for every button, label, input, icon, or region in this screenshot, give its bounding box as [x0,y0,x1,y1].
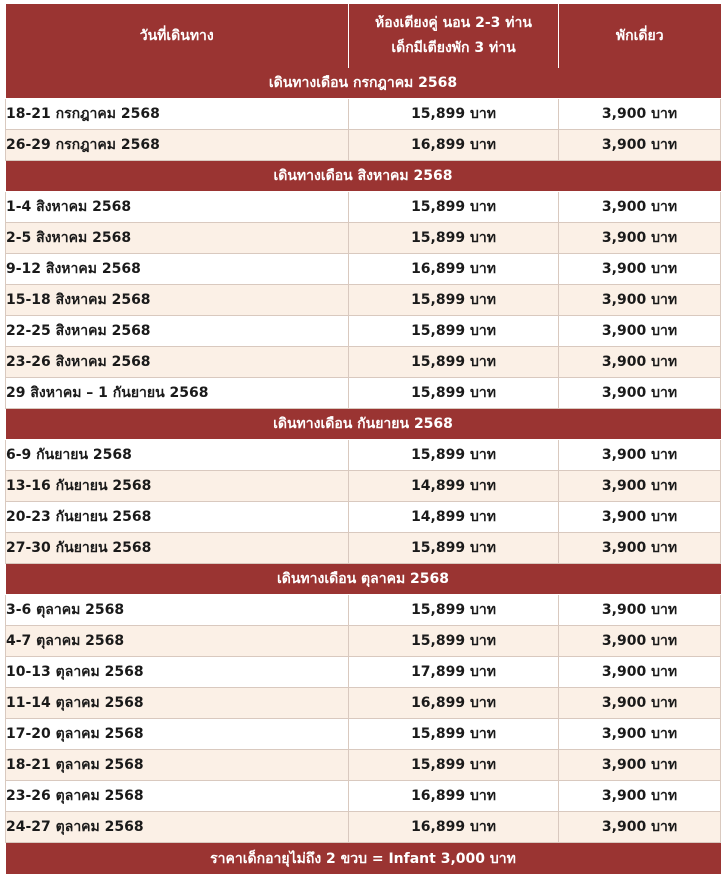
single-supplement-cell: 3,900 บาท [559,316,721,347]
single-supplement-cell: 3,900 บาท [559,254,721,285]
header-twin-line2: เด็กมีเตียงพัก 3 ท่าน [391,40,516,56]
twin-price-cell: 15,899 บาท [349,595,559,626]
twin-price-cell: 15,899 บาท [349,626,559,657]
table-row [6,471,721,502]
table-row [6,223,721,254]
month-section-title: เดินทางเดือน กันยายน 2568 [6,409,721,440]
travel-date-cell: 24-27 ตุลาคม 2568 [6,812,349,843]
month-section-row [6,409,721,440]
travel-date-cell: 15-18 สิงหาคม 2568 [6,285,349,316]
twin-price-cell: 15,899 บาท [349,316,559,347]
month-section-row [6,161,721,192]
travel-date-cell: 17-20 ตุลาคม 2568 [6,719,349,750]
travel-date-cell: 2-5 สิงหาคม 2568 [6,223,349,254]
single-supplement-cell: 3,900 บาท [559,688,721,719]
travel-date-cell: 18-21 กรกฎาคม 2568 [6,99,349,130]
month-section-row [6,564,721,595]
single-supplement-cell: 3,900 บาท [559,285,721,316]
table-row [6,688,721,719]
table-row [6,595,721,626]
travel-date-cell: 23-26 สิงหาคม 2568 [6,347,349,378]
twin-price-cell: 15,899 บาท [349,719,559,750]
table-row [6,347,721,378]
travel-date-cell: 9-12 สิงหาคม 2568 [6,254,349,285]
twin-price-cell: 16,899 บาท [349,688,559,719]
table-row [6,440,721,471]
twin-price-cell: 15,899 บาท [349,99,559,130]
twin-price-cell: 16,899 บาท [349,781,559,812]
twin-price-cell: 16,899 บาท [349,130,559,161]
table-row [6,502,721,533]
twin-price-cell: 16,899 บาท [349,812,559,843]
twin-price-cell: 15,899 บาท [349,223,559,254]
table-header [6,4,721,68]
single-supplement-cell: 3,900 บาท [559,99,721,130]
table-row [6,812,721,843]
travel-date-cell: 6-9 กันยายน 2568 [6,440,349,471]
twin-price-cell: 14,899 บาท [349,502,559,533]
month-section-title: เดินทางเดือน ตุลาคม 2568 [6,564,721,595]
single-supplement-cell: 3,900 บาท [559,502,721,533]
header-date: วันที่เดินทาง [6,4,349,68]
table-row [6,781,721,812]
travel-date-cell: 1-4 สิงหาคม 2568 [6,192,349,223]
table-body [6,68,721,843]
single-supplement-cell: 3,900 บาท [559,781,721,812]
single-supplement-cell: 3,900 บาท [559,750,721,781]
table-row [6,657,721,688]
twin-price-cell: 15,899 บาท [349,285,559,316]
table-row [6,99,721,130]
twin-price-cell: 15,899 บาท [349,347,559,378]
single-supplement-cell: 3,900 บาท [559,719,721,750]
month-section-title: เดินทางเดือน สิงหาคม 2568 [6,161,721,192]
travel-date-cell: 22-25 สิงหาคม 2568 [6,316,349,347]
header-single-room: พักเดี่ยว [559,4,721,68]
travel-date-cell: 23-26 ตุลาคม 2568 [6,781,349,812]
table-row [6,130,721,161]
table-footer [6,843,721,875]
table-row [6,192,721,223]
table-row [6,626,721,657]
travel-date-cell: 20-23 กันยายน 2568 [6,502,349,533]
single-supplement-cell: 3,900 บาท [559,812,721,843]
infant-price-note: ราคาเด็กอายุไม่ถึง 2 ขวบ = Infant 3,000 บาท [6,843,721,875]
single-supplement-cell: 3,900 บาท [559,130,721,161]
single-supplement-cell: 3,900 บาท [559,471,721,502]
twin-price-cell: 14,899 บาท [349,471,559,502]
travel-date-cell: 3-6 ตุลาคม 2568 [6,595,349,626]
travel-date-cell: 29 สิงหาคม – 1 กันยายน 2568 [6,378,349,409]
travel-date-cell: 26-29 กรกฎาคม 2568 [6,130,349,161]
travel-date-cell: 27-30 กันยายน 2568 [6,533,349,564]
single-supplement-cell: 3,900 บาท [559,223,721,254]
table-row [6,719,721,750]
month-section-title: เดินทางเดือน กรกฎาคม 2568 [6,68,721,99]
twin-price-cell: 15,899 บาท [349,192,559,223]
twin-price-cell: 15,899 บาท [349,378,559,409]
single-supplement-cell: 3,900 บาท [559,595,721,626]
single-supplement-cell: 3,900 บาท [559,378,721,409]
travel-date-cell: 4-7 ตุลาคม 2568 [6,626,349,657]
table-row [6,378,721,409]
twin-price-cell: 15,899 บาท [349,440,559,471]
twin-price-cell: 15,899 บาท [349,533,559,564]
price-table [5,4,721,874]
single-supplement-cell: 3,900 บาท [559,192,721,223]
single-supplement-cell: 3,900 บาท [559,440,721,471]
table-row [6,750,721,781]
month-section-row [6,68,721,99]
single-supplement-cell: 3,900 บาท [559,347,721,378]
header-twin-line1: ห้องเตียงคู่ นอน 2-3 ท่าน [375,15,532,31]
table-row [6,254,721,285]
twin-price-cell: 16,899 บาท [349,254,559,285]
table-row [6,533,721,564]
travel-date-cell: 13-16 กันยายน 2568 [6,471,349,502]
table-row [6,285,721,316]
single-supplement-cell: 3,900 บาท [559,533,721,564]
twin-price-cell: 17,899 บาท [349,657,559,688]
travel-date-cell: 11-14 ตุลาคม 2568 [6,688,349,719]
travel-date-cell: 18-21 ตุลาคม 2568 [6,750,349,781]
twin-price-cell: 15,899 บาท [349,750,559,781]
header-twin-room [349,4,559,68]
single-supplement-cell: 3,900 บาท [559,626,721,657]
travel-date-cell: 10-13 ตุลาคม 2568 [6,657,349,688]
single-supplement-cell: 3,900 บาท [559,657,721,688]
table-row [6,316,721,347]
